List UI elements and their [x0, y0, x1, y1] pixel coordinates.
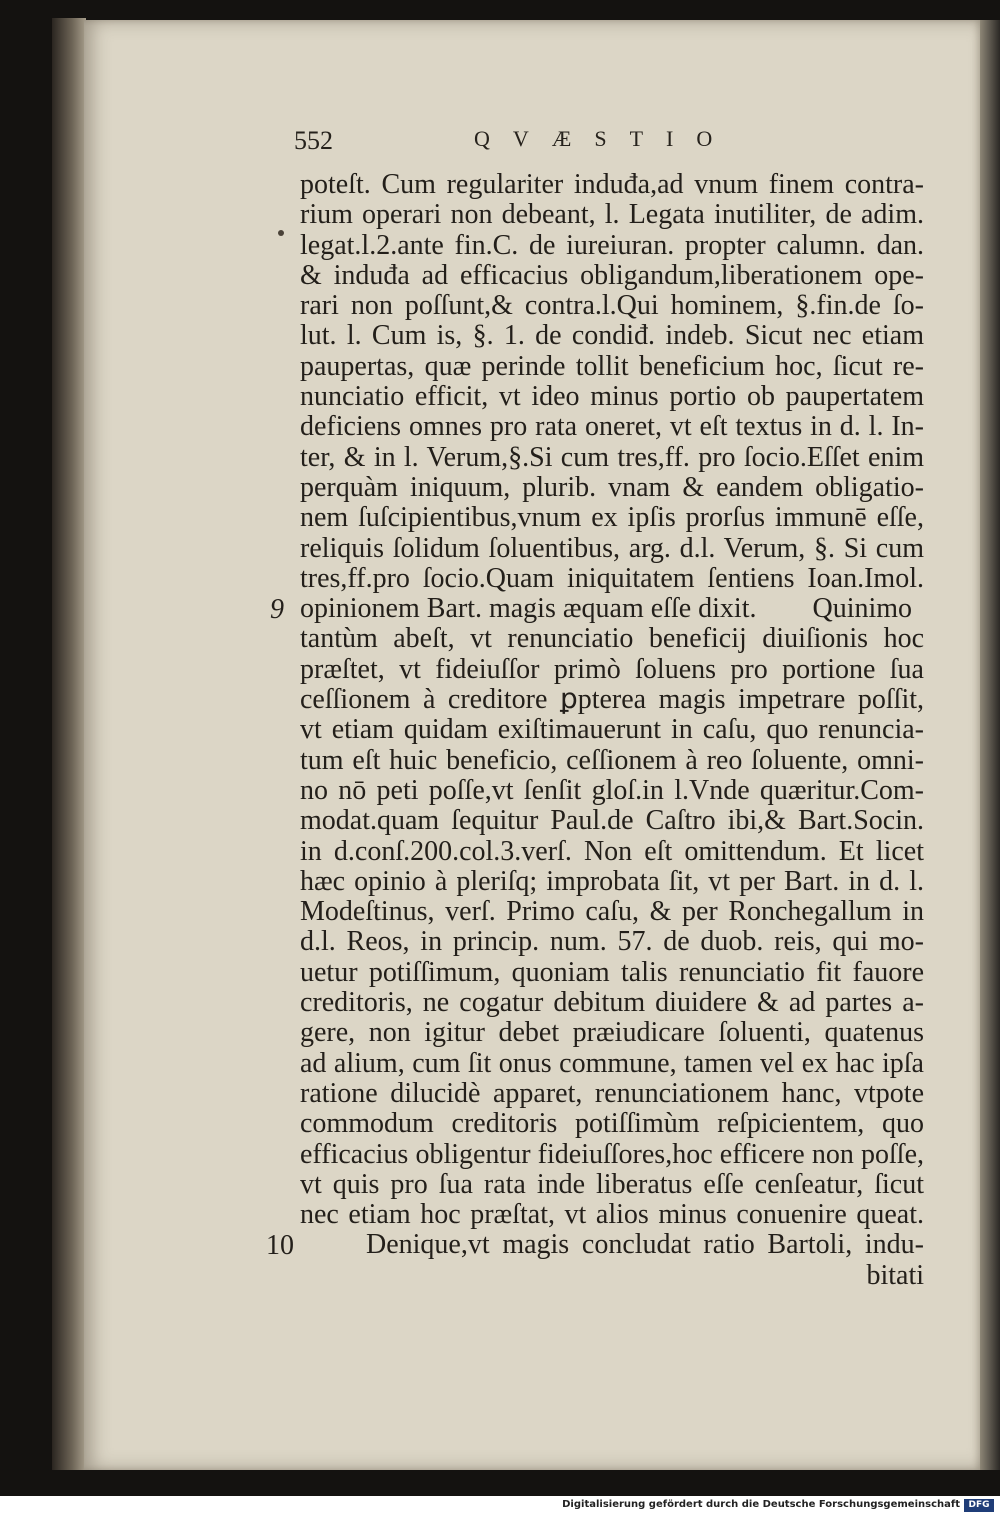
text-line: rium operari non debeant, l. Legata inutiliter, de adim.: [300, 199, 924, 231]
catchword: bitati: [866, 1259, 924, 1291]
text-line: modat.quam ſequitur Paul.de Caſtro ibi,& Bart.Socin.: [300, 805, 924, 837]
body-text: [300, 170, 924, 1291]
running-head: QVÆSTIO: [474, 126, 736, 151]
margin-mark: [278, 230, 284, 236]
text-line: nunciatio efficit, vt ideo minus portio ob paupertatem: [300, 381, 924, 413]
text-line: d.l. Reos, in princip. num. 57. de duob. reis, qui mo-: [300, 926, 924, 958]
text-line: Modeſtinus, verſ. Primo caſu, & per Ronchegallum in: [300, 896, 924, 928]
text-line: ter, & in l. Verum,§.Si cum tres,ff. pro ſocio.Eſſet enim: [300, 441, 924, 473]
page-edge: [980, 20, 1000, 1470]
footer-bar: [0, 1496, 1000, 1516]
text-line: in d.conſ.200.col.3.verſ. Non eſt omittendum. Et licet: [300, 835, 924, 867]
text-line: ceſſionem à creditore ꝑpterea magis impetrare poſſit,: [300, 684, 924, 716]
text-line: ad alium, cum ſit onus commune, tamen vel ex hac ipſa: [300, 1047, 924, 1079]
margin-number-10: 10: [266, 1230, 294, 1261]
text-line: reliquis ſolidum ſoluentibus, arg. d.l. Verum, §. Si cum: [300, 532, 924, 564]
text-line: tum eſt huic beneficio, ceſſionem à reo ſoluente, omni-: [300, 744, 924, 776]
text-line: paupertas, quæ perinde tollit beneficium hoc, ſicut re-: [300, 350, 924, 382]
text-line: ratione dilucidè apparet, renunciationem hanc, vtpote: [300, 1077, 924, 1109]
text-line: rari non poſſunt,& contra.l.Qui hominem, §.fin.de ſo-: [300, 290, 924, 322]
text-line: hæc opinio à pleriſq; improbata ſit, vt per Bart. in d. l.: [300, 865, 924, 897]
text-line: opinionem Bart. magis æquam eſſe dixit. Quinimo: [300, 593, 913, 625]
text-line: & induđa ad efficacius obligandum,liberationem ope-: [300, 259, 924, 291]
text-line: no nō peti poſſe,vt ſenſit gloſ.in l.Vnde quæritur.Com-: [300, 774, 924, 806]
text-line: gere, non igitur debet præiudicare ſoluenti, quatenus: [300, 1017, 924, 1049]
text-line: vt quis pro ſua rata inde liberatus eſſe cenſeatur, ſicut: [300, 1168, 924, 1200]
text-line: commodum creditoris potiſſimùm reſpicientem, quo: [300, 1108, 924, 1140]
margin-number-9: 9: [270, 594, 284, 625]
text-line: efficacius obligentur fideiuſſores,hoc efficere non poſſe,: [300, 1138, 924, 1170]
funding-credit: Digitalisierung gefördert durch die Deutsche Forschungsgemeinschaft: [562, 1499, 960, 1510]
book-spine: [52, 18, 86, 1470]
text-line: lut. l. Cum is, §. 1. de condiđ. indeb. Sicut nec etiam: [300, 320, 924, 352]
text-line: poteſt. Cum regulariter induđa,ad vnum finem contra-: [300, 169, 924, 200]
text-line: perquàm iniquum, plurib. vnam & eandem obligatio-: [300, 471, 924, 503]
text-line: Denique,vt magis concludat ratio Bartoli, indu-: [366, 1229, 924, 1261]
page-header: [294, 126, 924, 162]
text-line: vt etiam quidam exiſtimauerunt in caſu, quo renuncia-: [300, 714, 924, 746]
text-line: nem ſuſcipientibus,vnum ex ipſis prorſus immunē eſſe,: [300, 502, 924, 534]
text-line: creditoris, ne cogatur debitum diuidere & ad partes a-: [300, 987, 924, 1019]
text-line: tres,ff.pro ſocio.Quam iniquitatem ſentiens Ioan.Imol.: [300, 562, 924, 594]
text-line: deficiens omnes pro rata oneret, vt eſt textus in d. l. In-: [300, 411, 924, 443]
page-number: 552: [294, 126, 333, 155]
text-line: legat.l.2.ante fin.C. de iureiuran. propter calumn. dan.: [300, 229, 924, 261]
text-line: tantùm abeſt, vt renunciatio beneficij diuiſionis hoc: [300, 623, 924, 655]
text-line: præſtet, vt fideiuſſor primò ſoluens pro portione ſua: [300, 653, 924, 685]
text-line: nec etiam hoc præſtat, vt alios minus conuenire queat.: [300, 1199, 924, 1231]
text-line: uetur potiſſimum, quoniam talis renunciatio fit fauore: [300, 956, 924, 988]
dfg-logo: DFG: [964, 1499, 994, 1512]
